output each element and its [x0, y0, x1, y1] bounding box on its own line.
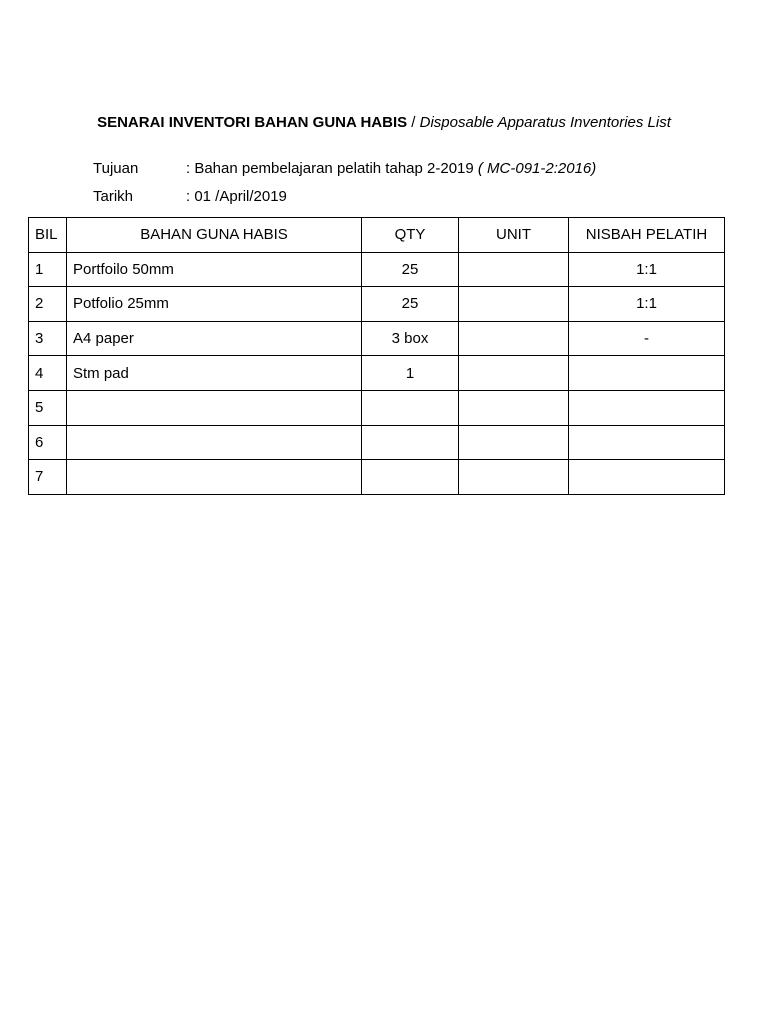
purpose-label: Tujuan	[93, 160, 139, 177]
header-qty: QTY	[362, 218, 459, 253]
title-english: Disposable Apparatus Inventories List	[419, 114, 671, 131]
cell-unit	[459, 425, 569, 460]
purpose-value: : Bahan pembelajaran pelatih tahap 2-2019	[186, 160, 474, 177]
header-ratio: NISBAH PELATIH	[569, 218, 725, 253]
cell-qty	[362, 390, 459, 425]
document-title	[60, 114, 708, 132]
cell-unit	[459, 460, 569, 495]
cell-ratio	[569, 356, 725, 391]
cell-ratio	[569, 460, 725, 495]
header-bil: BIL	[29, 218, 67, 253]
cell-qty	[362, 425, 459, 460]
cell-item: Portfoilo 50mm	[67, 252, 362, 287]
cell-item	[67, 425, 362, 460]
cell-item: Stm pad	[67, 356, 362, 391]
cell-bil: 4	[29, 356, 67, 391]
title-separator: /	[407, 114, 420, 131]
table-header-row	[29, 218, 725, 253]
cell-unit	[459, 287, 569, 322]
purpose-code: ( MC-091-2:2016)	[477, 160, 597, 177]
cell-ratio: 1:1	[569, 287, 725, 322]
date-row	[93, 188, 287, 206]
table-row	[29, 252, 725, 287]
table-row	[29, 356, 725, 391]
cell-bil: 1	[29, 252, 67, 287]
date-label: Tarikh	[93, 188, 134, 205]
table-row	[29, 425, 725, 460]
cell-ratio	[569, 425, 725, 460]
cell-bil: 7	[29, 460, 67, 495]
table-row	[29, 460, 725, 495]
cell-bil: 6	[29, 425, 67, 460]
cell-unit	[459, 356, 569, 391]
cell-qty: 1	[362, 356, 459, 391]
cell-unit	[459, 390, 569, 425]
header-unit: UNIT	[459, 218, 569, 253]
cell-bil: 2	[29, 287, 67, 322]
table-row	[29, 390, 725, 425]
title-malay: SENARAI INVENTORI BAHAN GUNA HABIS	[97, 114, 408, 131]
date-value: : 01 /April/2019	[186, 188, 287, 205]
cell-unit	[459, 321, 569, 356]
cell-item	[67, 390, 362, 425]
table-row	[29, 321, 725, 356]
cell-qty: 25	[362, 287, 459, 322]
cell-bil: 3	[29, 321, 67, 356]
cell-unit	[459, 252, 569, 287]
cell-qty: 25	[362, 252, 459, 287]
cell-item: Potfolio 25mm	[67, 287, 362, 322]
cell-item: A4 paper	[67, 321, 362, 356]
cell-ratio: 1:1	[569, 252, 725, 287]
cell-qty: 3 box	[362, 321, 459, 356]
inventory-table	[28, 217, 725, 495]
cell-item	[67, 460, 362, 495]
purpose-row	[93, 160, 596, 178]
cell-ratio: -	[569, 321, 725, 356]
table-row	[29, 287, 725, 322]
cell-qty	[362, 460, 459, 495]
cell-ratio	[569, 390, 725, 425]
cell-bil: 5	[29, 390, 67, 425]
header-item: BAHAN GUNA HABIS	[67, 218, 362, 253]
